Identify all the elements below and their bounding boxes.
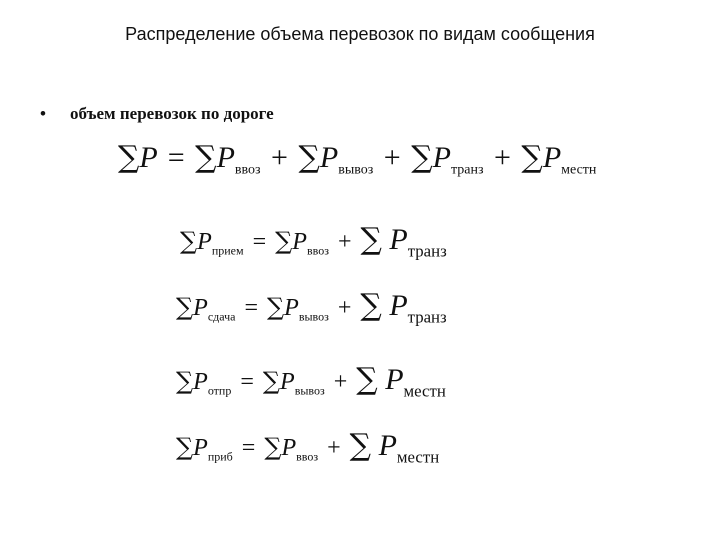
bullet-marker: • <box>40 104 46 123</box>
var-p: P <box>389 289 408 322</box>
subscript: транз <box>407 307 447 327</box>
sum-sign: ∑ <box>262 367 281 395</box>
subscript: прием <box>211 243 244 258</box>
formula-total <box>118 140 596 178</box>
var-p: P <box>280 369 295 395</box>
plus-sign: + <box>327 435 341 461</box>
sum-sign: ∑ <box>264 433 282 461</box>
sum-sign: ∑ <box>411 140 433 175</box>
plus-sign: + <box>337 229 352 255</box>
sum-sign: ∑ <box>195 140 217 175</box>
var-p: P <box>139 141 158 174</box>
subscript: ввоз <box>306 243 329 258</box>
plus-sign: + <box>383 141 401 174</box>
sum-sign: ∑ <box>356 362 378 397</box>
plus-sign: + <box>333 369 348 395</box>
sum-sign: ∑ <box>360 288 382 323</box>
subscript: местн <box>561 162 597 178</box>
subscript: транз <box>407 241 447 261</box>
sum-sign: ∑ <box>267 293 285 321</box>
equals-sign: = <box>241 435 256 461</box>
var-p: P <box>193 435 208 461</box>
subscript: сдача <box>207 309 236 324</box>
subscript: вывоз <box>294 383 325 398</box>
sum-sign: ∑ <box>176 367 194 395</box>
sum-sign: ∑ <box>360 222 382 257</box>
var-p: P <box>281 435 297 461</box>
var-p: P <box>432 141 451 174</box>
formula-prib <box>176 428 439 468</box>
var-p: P <box>378 429 397 462</box>
subscript: транз <box>450 162 484 178</box>
formula-sdacha <box>176 288 447 328</box>
sum-sign: ∑ <box>118 140 140 175</box>
var-p: P <box>284 295 299 321</box>
equals-sign: = <box>244 295 258 321</box>
subscript: ввоз <box>234 162 261 178</box>
var-p: P <box>292 229 307 255</box>
sum-sign: ∑ <box>176 293 194 321</box>
bullet-item <box>40 104 274 124</box>
equals-sign: = <box>167 141 185 174</box>
var-p: P <box>197 229 212 255</box>
sum-sign: ∑ <box>349 428 372 463</box>
plus-sign: + <box>271 141 288 174</box>
subscript: вывоз <box>298 309 329 324</box>
formula-otpr <box>176 362 446 402</box>
subscript: приб <box>207 449 233 464</box>
formula-priem <box>180 222 447 262</box>
subscript: отпр <box>207 383 232 398</box>
plus-sign: + <box>337 295 352 321</box>
slide-title: Распределение объема перевозок по видам сообщения <box>125 24 595 44</box>
subscript: ввоз <box>296 449 319 464</box>
sum-sign: ∑ <box>521 140 543 175</box>
sum-sign: ∑ <box>298 140 320 175</box>
plus-sign: + <box>493 141 511 174</box>
subscript: вывоз <box>338 162 374 178</box>
var-p: P <box>385 363 404 396</box>
var-p: P <box>193 295 208 321</box>
var-p: P <box>542 141 562 174</box>
subscript: местн <box>396 447 440 467</box>
subscript: местн <box>403 381 446 401</box>
bullet-text: объем перевозок по дороге <box>70 104 274 123</box>
var-p: P <box>319 141 339 174</box>
sum-sign: ∑ <box>176 433 194 461</box>
equals-sign: = <box>252 229 267 255</box>
equals-sign: = <box>240 369 254 395</box>
var-p: P <box>389 223 408 256</box>
var-p: P <box>193 369 208 395</box>
sum-sign: ∑ <box>180 227 198 255</box>
sum-sign: ∑ <box>275 227 293 255</box>
var-p: P <box>216 141 235 174</box>
